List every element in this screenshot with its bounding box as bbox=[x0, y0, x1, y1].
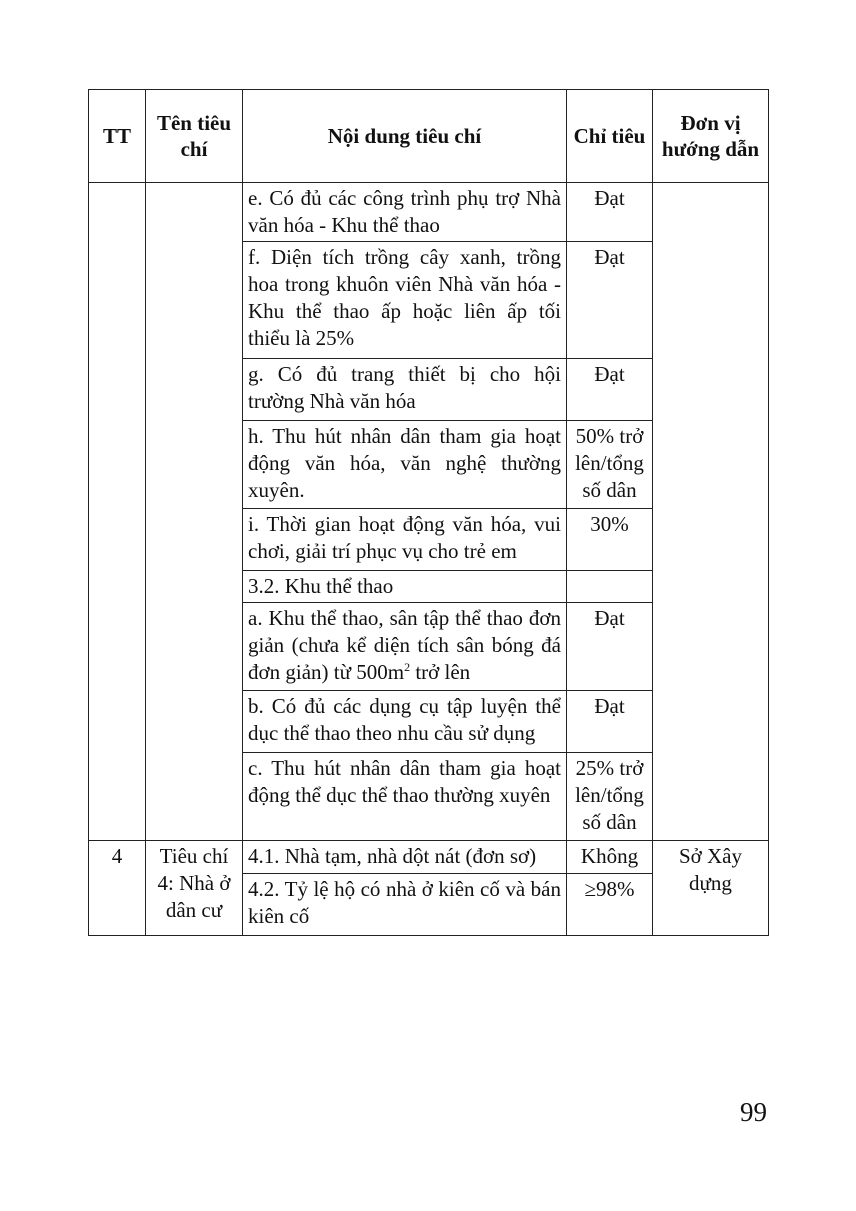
criterion-target: 30% bbox=[567, 509, 653, 571]
criterion-name: Tiêu chí 4: Nhà ở dân cư bbox=[146, 841, 243, 936]
criterion-content: a. Khu thể thao, sân tập thể thao đơn giản (chưa kể diện tích sân bóng đá đơn giản) từ $500m^2$ trở lên bbox=[243, 603, 567, 691]
page-number: 99 bbox=[740, 1097, 767, 1127]
criterion-target: Đạt bbox=[567, 242, 653, 359]
criterion-content: 4.1. Nhà tạm, nhà dột nát (đơn sơ) bbox=[243, 841, 567, 874]
criterion-target: ≥98% bbox=[567, 874, 653, 936]
superscript: 2 bbox=[404, 660, 411, 674]
table-header-row bbox=[89, 90, 769, 183]
criterion-content: g. Có đủ trang thiết bị cho hội trường Nhà văn hóa bbox=[243, 359, 567, 421]
tt-cell-empty bbox=[89, 183, 146, 841]
criterion-number: 4 bbox=[89, 841, 146, 936]
guiding-unit-cell-empty bbox=[653, 183, 769, 841]
header-guiding-unit: Đơn vị hướng dẫn bbox=[653, 90, 769, 183]
criterion-target: 25% trở lên/tổng số dân bbox=[567, 753, 653, 841]
criterion-content: b. Có đủ các dụng cụ tập luyện thể dục thể thao theo nhu cầu sử dụng bbox=[243, 691, 567, 753]
section-heading: 3.2. Khu thể thao bbox=[243, 571, 567, 603]
criterion-target bbox=[567, 571, 653, 603]
criterion-target: 50% trở lên/tổng số dân bbox=[567, 421, 653, 509]
criterion-content: f. Diện tích trồng cây xanh, trồng hoa trong khuôn viên Nhà văn hóa - Khu thể thao ấp hoặc liên ấp tối thiểu là 25% bbox=[243, 242, 567, 359]
guiding-unit: Sở Xây dựng bbox=[653, 841, 769, 936]
header-target: Chỉ tiêu bbox=[567, 90, 653, 183]
criterion-target: Đạt bbox=[567, 359, 653, 421]
criterion-content: c. Thu hút nhân dân tham gia hoạt động thể dục thể thao thường xuyên bbox=[243, 753, 567, 841]
criterion-content: e. Có đủ các công trình phụ trợ Nhà văn hóa - Khu thể thao bbox=[243, 183, 567, 242]
criterion-target: Đạt bbox=[567, 183, 653, 242]
criterion-content: 4.2. Tỷ lệ hộ có nhà ở kiên cố và bán kiên cố bbox=[243, 874, 567, 936]
table-row bbox=[89, 183, 769, 242]
criterion-target: Đạt bbox=[567, 603, 653, 691]
criterion-content: i. Thời gian hoạt động văn hóa, vui chơi, giải trí phục vụ cho trẻ em bbox=[243, 509, 567, 571]
criterion-name-cell-empty bbox=[146, 183, 243, 841]
criterion-target: Đạt bbox=[567, 691, 653, 753]
criterion-target: Không bbox=[567, 841, 653, 874]
criteria-table bbox=[88, 89, 769, 936]
header-criterion-name: Tên tiêu chí bbox=[146, 90, 243, 183]
header-tt: TT bbox=[89, 90, 146, 183]
criterion-content: h. Thu hút nhân dân tham gia hoạt động văn hóa, văn nghệ thường xuyên. bbox=[243, 421, 567, 509]
table-row bbox=[89, 841, 769, 874]
header-criterion-content: Nội dung tiêu chí bbox=[243, 90, 567, 183]
